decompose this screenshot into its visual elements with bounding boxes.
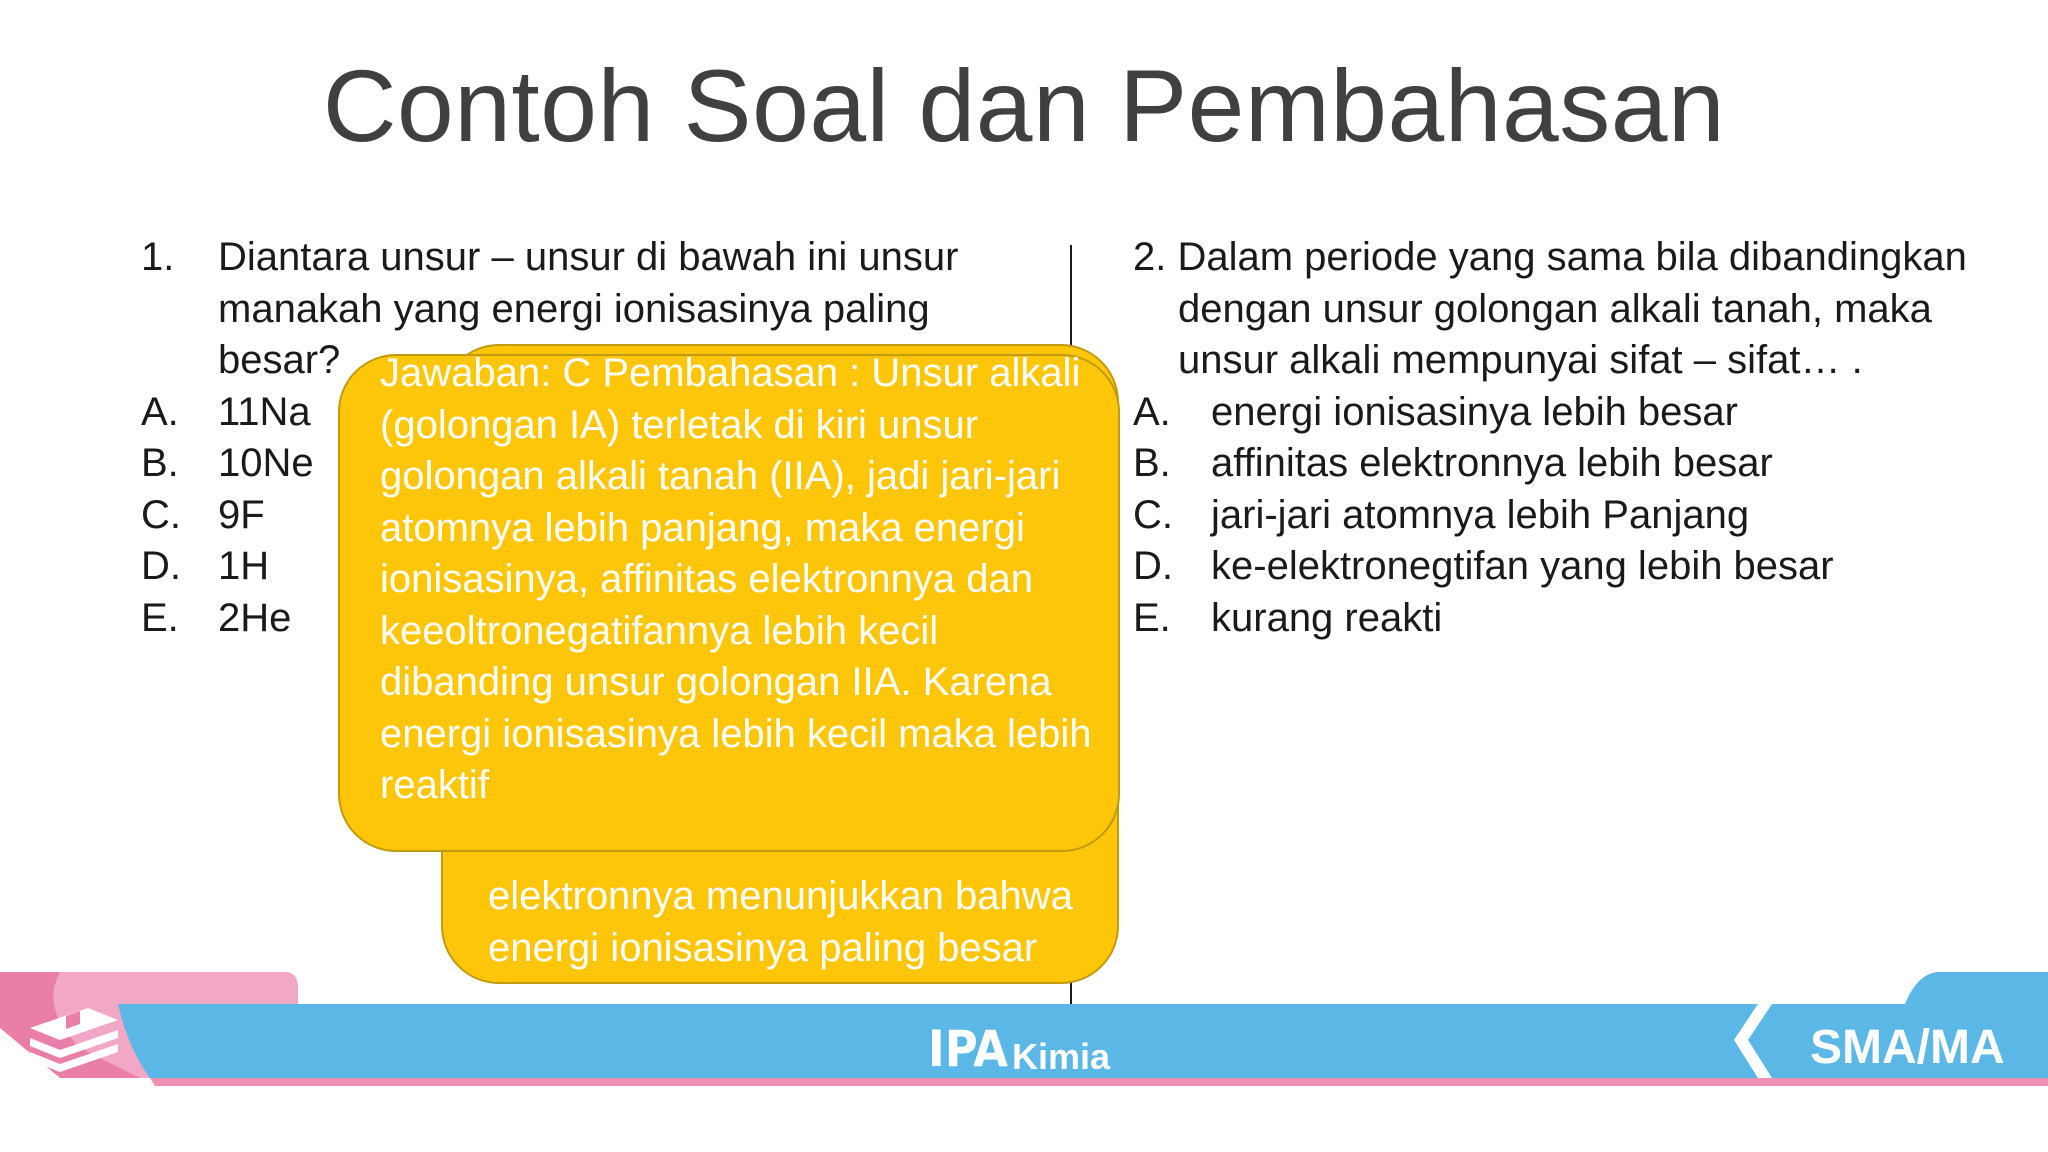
option-text: 2He (218, 595, 292, 640)
question-2-stem: 2. Dalam periode yang sama bila dibandingkan dengan unsur golongan alkali tanah, maka unsur alkali mempunyai sifat – sifat… . (1133, 235, 1967, 382)
question-1-stem: Diantara unsur – unsur di bawah ini unsur manakah yang energi ionisasinya paling besar? (218, 235, 959, 382)
option-c (1133, 490, 2013, 542)
option-text: ke-elektronegtifan yang lebih besar (1211, 544, 1834, 588)
option-text: affinitas elektronnya lebih besar (1211, 441, 1773, 485)
footer-subject-label: Kimia (1012, 1036, 1111, 1077)
option-e (1133, 593, 2013, 645)
footer-ipa-label: IPA (928, 1020, 1008, 1078)
option-text: 10Ne (218, 441, 314, 485)
answer-back-text: elektronnya menunjukkan bahwa energi ionisasinya paling besar (488, 874, 1073, 970)
option-text: 11Na (218, 389, 311, 434)
option-text: 1H (218, 544, 270, 588)
option-letter: E. (1133, 595, 1171, 640)
footer-banner (0, 968, 2048, 1108)
answer-callout-front[interactable] (338, 351, 1120, 852)
option-b (1133, 438, 2013, 490)
option-letter: B. (1133, 441, 1171, 485)
option-letter: D. (1133, 544, 1173, 588)
question-1-number: 1. (141, 235, 175, 279)
option-letter: A. (1133, 389, 1171, 434)
footer-level-label: SMA/MA (1810, 1021, 2005, 1074)
option-letter: C. (1133, 492, 1173, 537)
option-text: energi ionisasinya lebih besar (1211, 389, 1738, 434)
option-text: kurang reakti (1211, 595, 1443, 640)
option-a (1133, 387, 2013, 439)
option-letter: E. (141, 595, 179, 640)
option-d (1133, 541, 2013, 593)
option-text: jari-jari atomnya lebih Panjang (1211, 492, 1750, 537)
slide-title: Contoh Soal dan Pembahasan (322, 49, 1726, 163)
option-letter: C. (141, 492, 181, 537)
question-2 (1133, 232, 2013, 644)
question-2-options (1133, 387, 2013, 645)
option-letter: A. (141, 389, 179, 434)
answer-front-text: Jawaban: C Pembahasan : Unsur alkali (golongan IA) terletak di kiri unsur golongan alkali tanah (IIA), jadi jari-jari atomnya lebih panjang, maka energi ionisasinya, affinitas elektronnya dan keeoltronegatifannya lebih kecil dibanding unsur golongan IIA. Karena energi ionisasinya lebih kecil maka lebih reaktif (380, 351, 1092, 807)
option-letter: D. (141, 544, 181, 588)
option-letter: B. (141, 441, 179, 485)
option-text: 9F (218, 492, 265, 537)
